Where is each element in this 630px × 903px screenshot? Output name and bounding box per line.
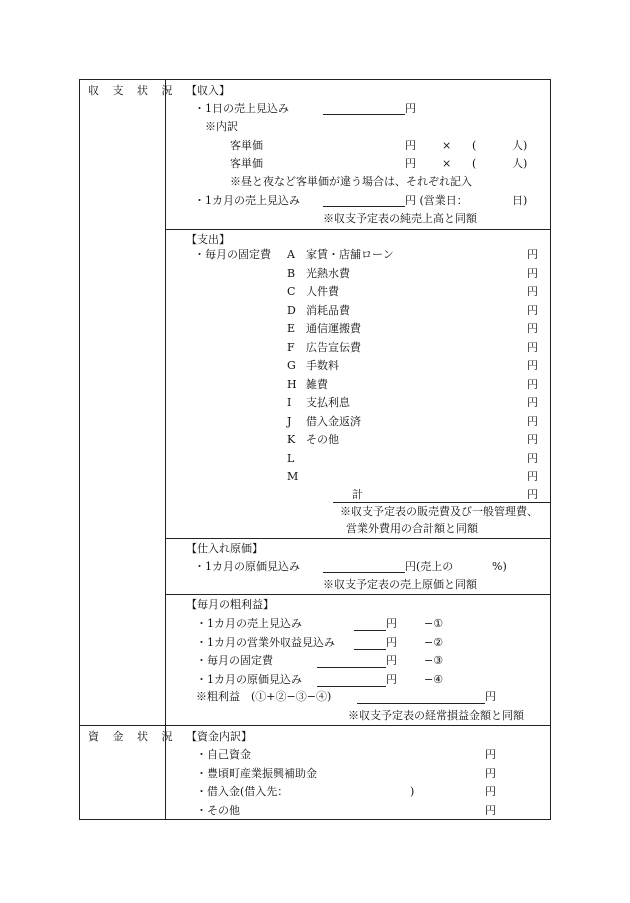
gross-row-line[interactable] xyxy=(354,630,386,631)
divider-income-expense xyxy=(165,229,551,230)
expense-item-code: I xyxy=(287,396,292,409)
yen-label: 円 xyxy=(527,396,538,409)
expense-note-2: 営業外費用の合計額と同額 xyxy=(346,522,478,535)
circled-number: −④ xyxy=(424,672,444,686)
funds-row-label: ・借入金(借入先： xyxy=(196,785,289,798)
unit-price-label: 客単価 xyxy=(230,157,263,170)
funds-row-label: ・豊頃町産業振興補助金 xyxy=(196,766,317,780)
gross-row-label: ・1カ月の原価見込み xyxy=(196,672,302,686)
expense-note-1: ※収支予定表の販売費及び一般管理費、 xyxy=(340,505,538,518)
expense-item-code: H xyxy=(287,377,297,391)
divider-balance-funding xyxy=(79,725,551,726)
expense-item-code: E xyxy=(287,322,296,335)
expense-item-label: 借入金返済 xyxy=(306,414,361,428)
expense-item-label: 家賃・店舗ローン xyxy=(306,248,394,261)
paren-open: ( xyxy=(472,157,477,170)
gross-title: 【毎月の粗利益】 xyxy=(186,598,274,611)
expense-item-code: K xyxy=(287,433,296,446)
yen-label: 円 xyxy=(527,488,538,501)
total-label: 計 xyxy=(352,488,363,501)
monthly-sales-line[interactable] xyxy=(323,206,405,207)
yen-label: 円 xyxy=(405,139,416,152)
yen-label: 円 xyxy=(386,617,397,630)
yen-label: 円 xyxy=(527,377,538,391)
expense-item-code: J xyxy=(287,414,292,428)
yen-label: 円 xyxy=(386,654,397,667)
days-close: 日) xyxy=(512,194,528,207)
gross-row-label: ・1カ月の売上見込み xyxy=(196,617,302,630)
yen-label: 円 xyxy=(485,803,496,817)
yen-label: 円 xyxy=(485,785,496,798)
yen-ratio-label: 円(売上の xyxy=(405,560,454,573)
expense-item-label: 雑費 xyxy=(306,377,328,391)
gross-profit-line[interactable] xyxy=(357,703,485,704)
section-balance-label: 収 支 状 況 xyxy=(88,84,178,97)
yen-label: 円 xyxy=(386,635,397,649)
expense-item-label: 支払利息 xyxy=(306,396,350,409)
daily-sales-line[interactable] xyxy=(323,114,405,115)
gross-formula: ※粗利益 (①+②−③−④) xyxy=(196,690,332,703)
income-title: 【収入】 xyxy=(186,84,230,97)
yen-label: 円 xyxy=(527,285,538,298)
expense-item-code: A xyxy=(287,248,295,261)
yen-label: 円 xyxy=(527,248,538,261)
section-funding-label: 資 金 状 況 xyxy=(88,730,178,743)
gross-row-line[interactable] xyxy=(354,649,386,650)
cost-title: 【仕入れ原価】 xyxy=(186,542,263,555)
yen-label: 円 xyxy=(405,157,416,170)
yen-label: 円 xyxy=(527,322,538,335)
circled-number: −③ xyxy=(424,654,444,667)
funds-title: 【資金内訳】 xyxy=(186,730,252,743)
yen-label: 円 xyxy=(527,266,538,280)
total-line xyxy=(333,502,551,503)
expense-item-label: 通信運搬費 xyxy=(306,322,361,335)
expense-item-code: F xyxy=(287,340,295,354)
expense-item-label: 広告宣伝費 xyxy=(306,340,361,354)
paren-open: ( xyxy=(472,139,477,152)
circled-number: −① xyxy=(424,617,444,630)
note-net-sales: ※収支予定表の純売上高と同額 xyxy=(323,212,477,225)
persons-label: 人) xyxy=(512,157,528,170)
expense-item-code: G xyxy=(287,359,296,372)
column-divider xyxy=(165,79,166,820)
yen-label: 円 xyxy=(527,470,538,483)
yen-label: 円 xyxy=(527,414,538,428)
unit-price-label: 客単価 xyxy=(230,139,263,152)
breakdown-label: ※内訳 xyxy=(205,120,238,133)
monthly-cost-label: ・1カ月の原価見込み xyxy=(194,560,300,573)
monthly-fixed-label: ・毎月の固定費 xyxy=(194,248,271,261)
yen-label: 円 xyxy=(527,359,538,372)
expense-item-label: その他 xyxy=(306,433,339,446)
yen-label: 円 xyxy=(405,102,416,115)
business-days-label: 円 (営業日： xyxy=(405,194,468,207)
expense-item-label: 光熱水費 xyxy=(306,266,350,280)
yen-label: 円 xyxy=(527,340,538,354)
expense-item-code: B xyxy=(287,266,296,280)
yen-label: 円 xyxy=(527,451,538,465)
yen-label: 円 xyxy=(485,690,496,703)
note-daynight: ※昼と夜など客単価が違う場合は、それぞれ記入 xyxy=(230,175,472,188)
gross-row-label: ・毎月の固定費 xyxy=(196,654,273,667)
yen-label: 円 xyxy=(527,303,538,317)
gross-row-label: ・1カ月の営業外収益見込み xyxy=(196,635,335,649)
gross-row-line[interactable] xyxy=(317,686,386,687)
expense-item-code: L xyxy=(287,451,295,465)
persons-label: 人) xyxy=(512,139,528,152)
divider-cost-gross xyxy=(165,594,551,595)
cost-note: ※収支予定表の売上原価と同額 xyxy=(323,578,477,591)
expense-item-label: 消耗品費 xyxy=(306,303,350,317)
yen-label: 円 xyxy=(386,672,397,686)
times-label: × xyxy=(442,157,452,170)
divider-expense-cost xyxy=(165,538,551,539)
funds-row-label: ・自己資金 xyxy=(196,748,251,761)
yen-label: 円 xyxy=(485,766,496,780)
times-label: × xyxy=(442,139,452,152)
expense-item-code: D xyxy=(287,303,296,317)
gross-note: ※収支予定表の経常損益金額と同額 xyxy=(348,709,524,722)
gross-row-line[interactable] xyxy=(317,667,386,668)
funds-row-label: ・その他 xyxy=(196,803,240,817)
yen-label: 円 xyxy=(527,433,538,446)
expense-item-code: M xyxy=(287,470,299,483)
expense-title: 【支出】 xyxy=(186,233,230,246)
daily-sales-label: ・1日の売上見込み xyxy=(194,102,289,115)
expense-item-label: 手数料 xyxy=(306,359,339,372)
paren-close: ) xyxy=(410,785,415,798)
percent-label: %) xyxy=(492,560,507,573)
expense-item-label: 人件費 xyxy=(306,285,339,298)
circled-number: −② xyxy=(424,635,444,649)
yen-label: 円 xyxy=(485,748,496,761)
expense-item-code: C xyxy=(287,285,296,298)
monthly-sales-label: ・1カ月の売上見込み xyxy=(194,194,300,207)
monthly-cost-line[interactable] xyxy=(323,572,405,573)
